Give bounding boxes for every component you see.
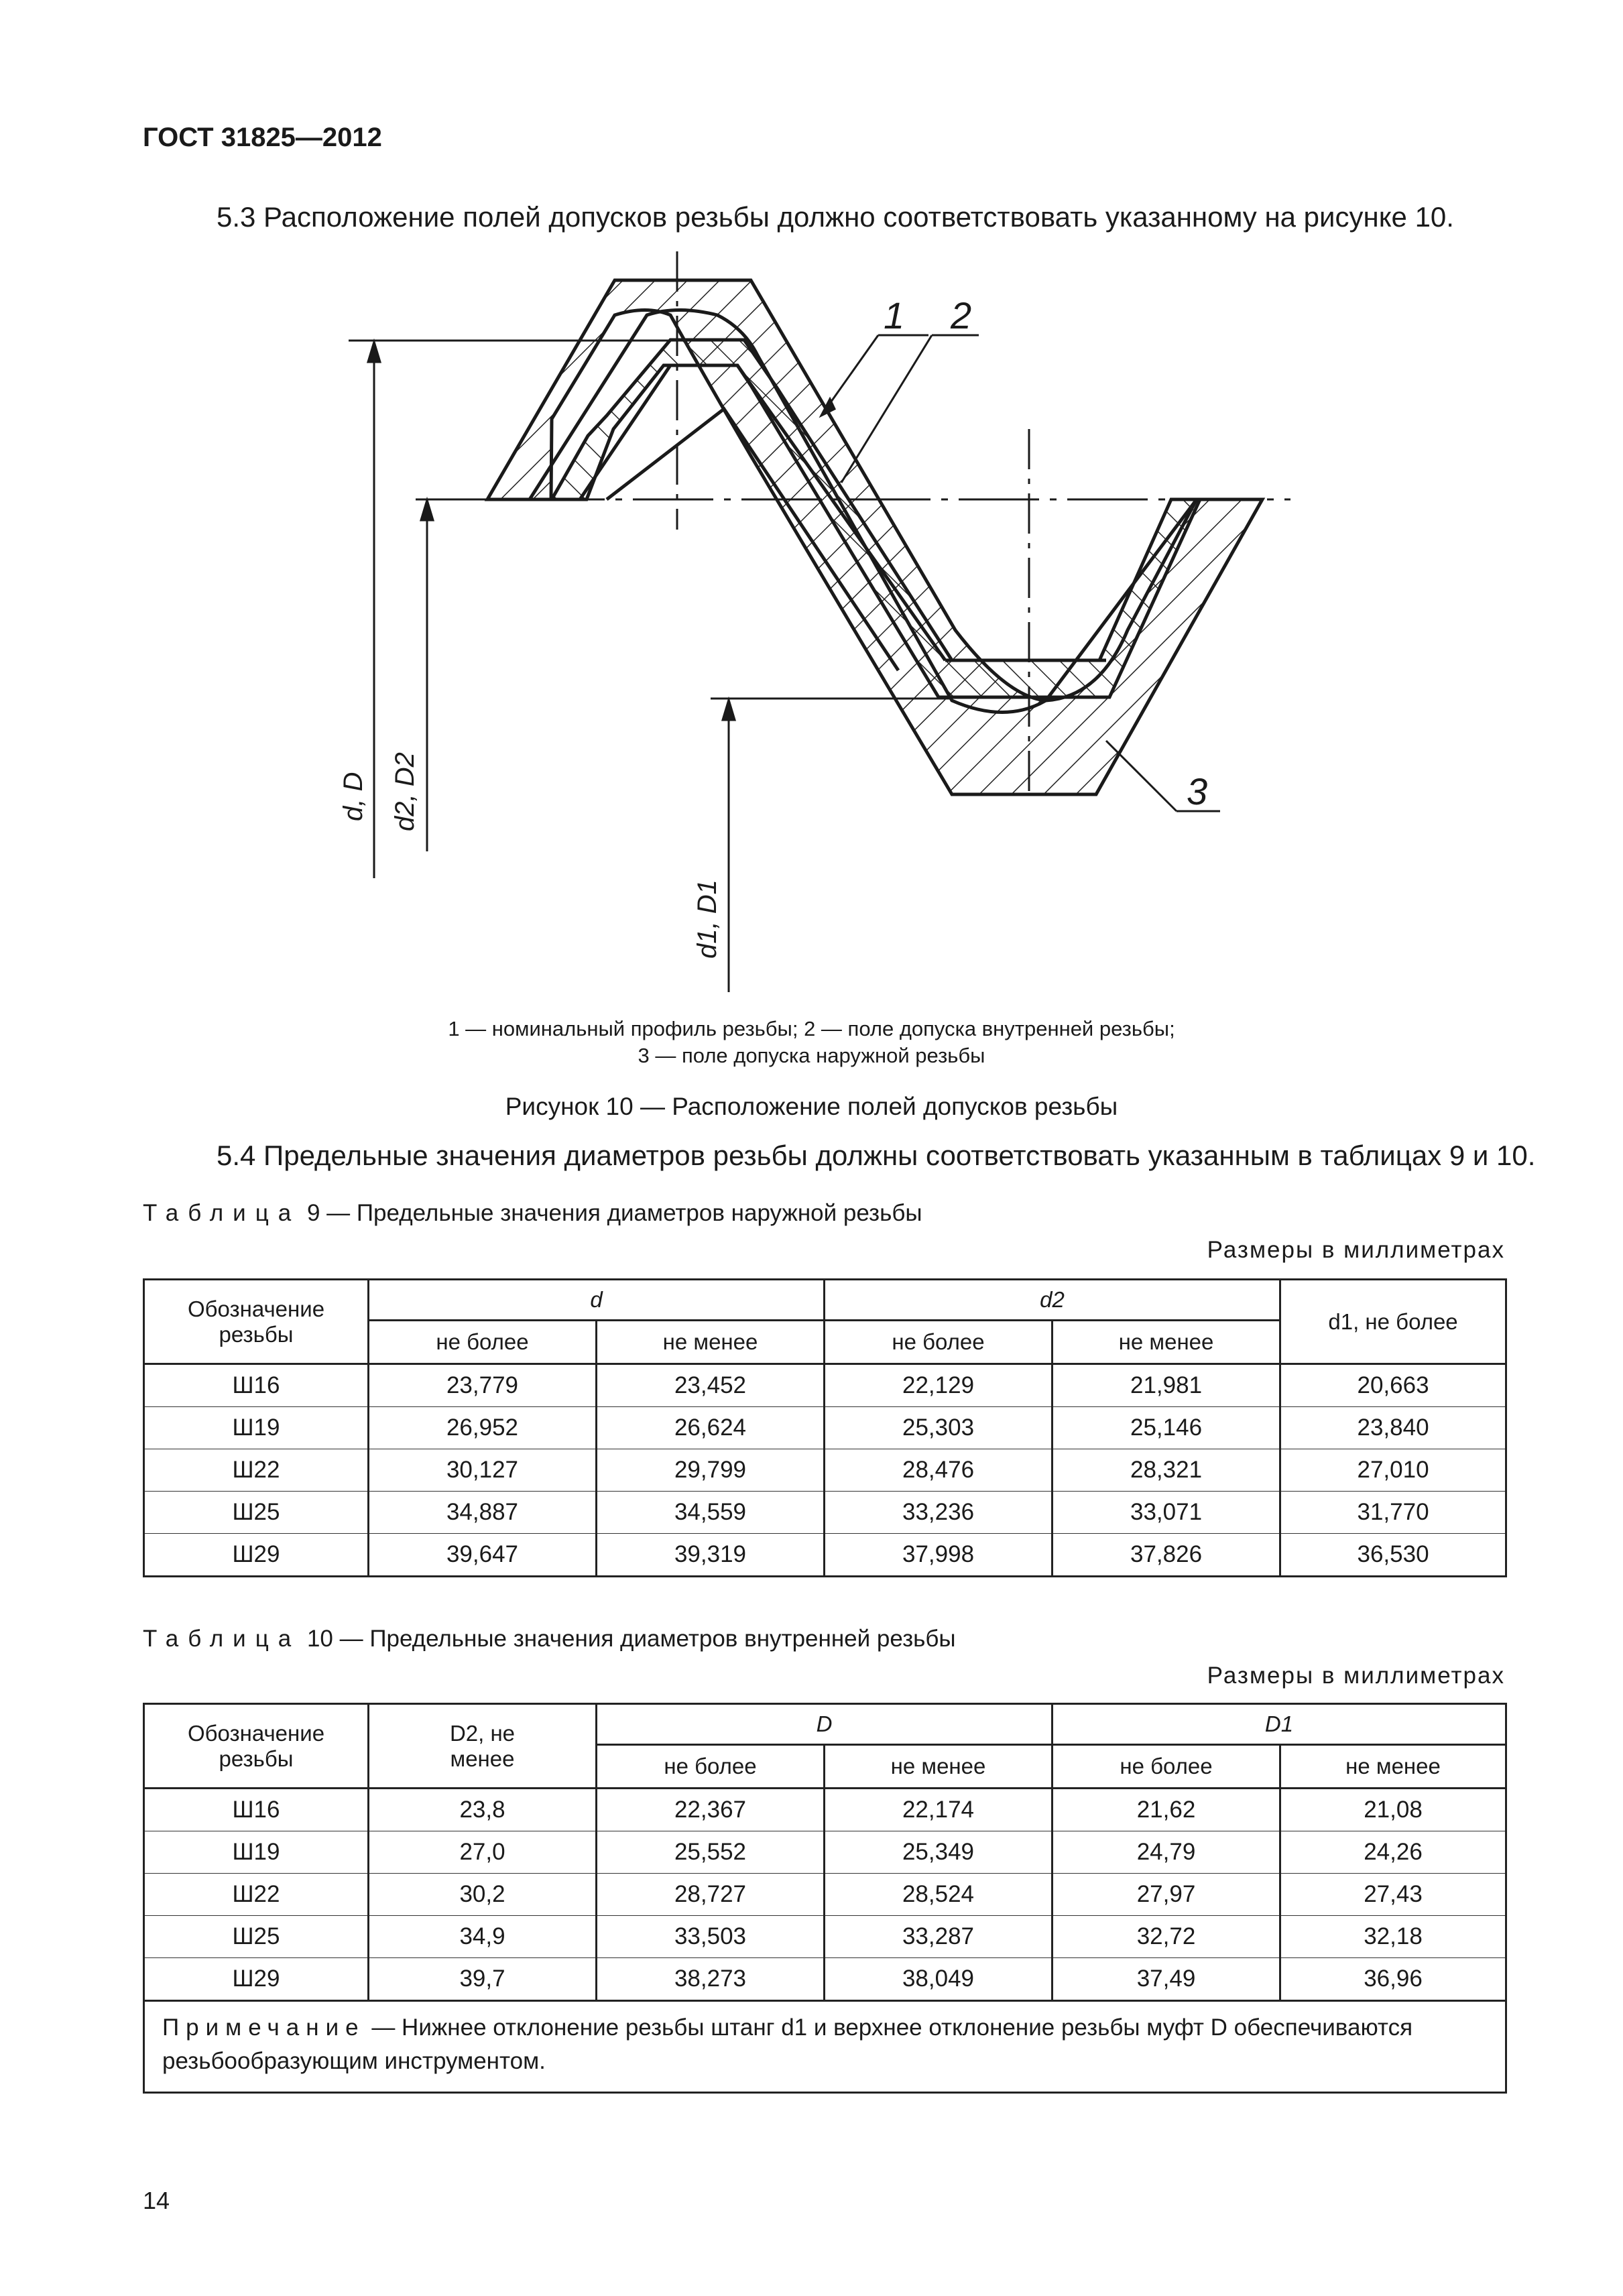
table10-cell: 27,97 bbox=[1053, 1874, 1280, 1916]
table9-head-d-max: не более bbox=[369, 1321, 597, 1364]
table10-head-D-min: не менее bbox=[825, 1745, 1053, 1789]
table-row bbox=[144, 1407, 1506, 1449]
table10-cell: 38,049 bbox=[825, 1958, 1053, 2001]
table9-head-d1: d1, не более bbox=[1280, 1280, 1506, 1364]
table9-cell: 25,146 bbox=[1053, 1407, 1280, 1449]
table9-cell: 23,779 bbox=[369, 1364, 597, 1407]
table-row bbox=[144, 1449, 1506, 1492]
table-row bbox=[144, 1874, 1506, 1916]
table-row bbox=[144, 1492, 1506, 1534]
table9-cell: Ш16 bbox=[144, 1364, 369, 1407]
table9-units: Размеры в миллиметрах bbox=[1207, 1237, 1505, 1263]
table9-cell: 34,887 bbox=[369, 1492, 597, 1534]
figure-legend-line-2: 3 — поле допуска наружной резьбы bbox=[638, 1044, 985, 1067]
table10-head-D-text: D bbox=[816, 1711, 833, 1736]
table10-cell: Ш19 bbox=[144, 1831, 369, 1874]
table9-cell: 28,476 bbox=[825, 1449, 1053, 1492]
table9-head-designation: Обозначение резьбы bbox=[144, 1280, 369, 1364]
table9 bbox=[143, 1278, 1507, 1577]
table9-cell: 36,530 bbox=[1280, 1534, 1506, 1577]
table9-cell: 26,952 bbox=[369, 1407, 597, 1449]
table9-cell: 37,998 bbox=[825, 1534, 1053, 1577]
table10-cell: 38,273 bbox=[597, 1958, 825, 2001]
table9-cell: 33,071 bbox=[1053, 1492, 1280, 1534]
table10-head-D1-text: D1 bbox=[1264, 1711, 1294, 1736]
label-d-D: d, D bbox=[339, 772, 368, 821]
table9-cell: 21,981 bbox=[1053, 1364, 1280, 1407]
table9-cell: 20,663 bbox=[1280, 1364, 1506, 1407]
table10-cell: 33,287 bbox=[825, 1916, 1053, 1958]
table10-cell: 25,349 bbox=[825, 1831, 1053, 1874]
table9-cell: 25,303 bbox=[825, 1407, 1053, 1449]
thread-tolerance-figure bbox=[0, 241, 1623, 1012]
table10-cell: 28,727 bbox=[597, 1874, 825, 1916]
table10-cell: 23,8 bbox=[369, 1789, 597, 1831]
table9-cell: 27,010 bbox=[1280, 1449, 1506, 1492]
table9-cell: 30,127 bbox=[369, 1449, 597, 1492]
callout-2: 2 bbox=[951, 294, 972, 337]
page-number: 14 bbox=[143, 2187, 170, 2214]
table9-cell: Ш29 bbox=[144, 1534, 369, 1577]
table10-cell: 27,0 bbox=[369, 1831, 597, 1874]
table10-head-D1 bbox=[1053, 1704, 1506, 1745]
callout-1: 1 bbox=[884, 294, 905, 337]
table9-caption-word: Таблица bbox=[143, 1200, 301, 1226]
table10-cell: Ш29 bbox=[144, 1958, 369, 2001]
table10-cell: 27,43 bbox=[1280, 1874, 1506, 1916]
label-d1-D1: d1, D1 bbox=[693, 880, 722, 959]
table9-head-d2-min: не менее bbox=[1053, 1321, 1280, 1364]
label-d2-D2: d2, D2 bbox=[390, 752, 420, 831]
table10-note-row bbox=[144, 2001, 1506, 2093]
table9-cell: 37,826 bbox=[1053, 1534, 1280, 1577]
table10-cell: 22,367 bbox=[597, 1789, 825, 1831]
paragraph-5-4: 5.4 Предельные значения диаметров резьбы должны соответствовать указанным в таблицах 9 и 10. bbox=[217, 1140, 1536, 1171]
table10-head-designation: Обозначение резьбы bbox=[144, 1704, 369, 1789]
table10-cell: Ш22 bbox=[144, 1874, 369, 1916]
table-row bbox=[144, 1831, 1506, 1874]
table10-cell: 34,9 bbox=[369, 1916, 597, 1958]
table9-cell: 39,647 bbox=[369, 1534, 597, 1577]
table9-caption bbox=[143, 1200, 922, 1227]
table9-cell: 23,452 bbox=[597, 1364, 825, 1407]
table10-cell: Ш25 bbox=[144, 1916, 369, 1958]
table9-head-d-text: d bbox=[590, 1287, 603, 1312]
table10-head-D1-min: не менее bbox=[1280, 1745, 1506, 1789]
table10-caption bbox=[143, 1626, 956, 1652]
table10-cell: 37,49 bbox=[1053, 1958, 1280, 2001]
table-row bbox=[144, 1364, 1506, 1407]
table10-head-D1-max: не более bbox=[1053, 1745, 1280, 1789]
table9-head-d bbox=[369, 1280, 825, 1321]
table10-head-D2: D2, не менее bbox=[369, 1704, 597, 1789]
table9-cell: 22,129 bbox=[825, 1364, 1053, 1407]
table9-cell: 28,321 bbox=[1053, 1449, 1280, 1492]
callout-3: 3 bbox=[1187, 770, 1208, 812]
table10-cell: 21,62 bbox=[1053, 1789, 1280, 1831]
table10-cell: 32,18 bbox=[1280, 1916, 1506, 1958]
table9-head-d2-text: d2 bbox=[1040, 1287, 1065, 1312]
table10-cell: 32,72 bbox=[1053, 1916, 1280, 1958]
table9-cell: 31,770 bbox=[1280, 1492, 1506, 1534]
table10-cell: 39,7 bbox=[369, 1958, 597, 2001]
document-header: ГОСТ 31825—2012 bbox=[143, 123, 382, 152]
table9-cell: Ш25 bbox=[144, 1492, 369, 1534]
table10-caption-rest: 10 — Предельные значения диаметров внутренней резьбы bbox=[300, 1626, 956, 1652]
table9-cell: Ш19 bbox=[144, 1407, 369, 1449]
table10-note-text: — Нижнее отклонение резьбы штанг d1 и верхнее отклонение резьбы муфт D обеспечиваются резьбообразующим инструментом. bbox=[162, 2014, 1413, 2074]
table9-head-d-min: не менее bbox=[597, 1321, 825, 1364]
table-row bbox=[144, 1789, 1506, 1831]
table10-cell: 22,174 bbox=[825, 1789, 1053, 1831]
table10 bbox=[143, 1703, 1507, 2094]
table9-cell: 33,236 bbox=[825, 1492, 1053, 1534]
table10-note bbox=[144, 2001, 1506, 2093]
table10-cell: 24,26 bbox=[1280, 1831, 1506, 1874]
table10-cell: 21,08 bbox=[1280, 1789, 1506, 1831]
table9-caption-rest: 9 — Предельные значения диаметров наружной резьбы bbox=[300, 1200, 922, 1226]
table9-cell: 26,624 bbox=[597, 1407, 825, 1449]
table9-head-d2-max: не более bbox=[825, 1321, 1053, 1364]
table9-cell: 23,840 bbox=[1280, 1407, 1506, 1449]
table-row bbox=[144, 1916, 1506, 1958]
table9-cell: 39,319 bbox=[597, 1534, 825, 1577]
table-row bbox=[144, 1958, 1506, 2001]
table9-cell: 29,799 bbox=[597, 1449, 825, 1492]
table10-cell: 36,96 bbox=[1280, 1958, 1506, 2001]
table10-cell: Ш16 bbox=[144, 1789, 369, 1831]
table10-cell: 33,503 bbox=[597, 1916, 825, 1958]
table10-note-word: Примечание bbox=[162, 2014, 365, 2041]
table-row bbox=[144, 1534, 1506, 1577]
paragraph-5-3: 5.3 Расположение полей допусков резьбы должно соответствовать указанному на рисунке 10. bbox=[217, 201, 1454, 233]
figure-legend-line-1: 1 — номинальный профиль резьбы; 2 — поле допуска внутренней резьбы; bbox=[448, 1017, 1175, 1040]
table10-caption-word: Таблица bbox=[143, 1626, 301, 1652]
table9-head-d2 bbox=[825, 1280, 1280, 1321]
table10-cell: 24,79 bbox=[1053, 1831, 1280, 1874]
table10-cell: 30,2 bbox=[369, 1874, 597, 1916]
table9-cell: 34,559 bbox=[597, 1492, 825, 1534]
figure-caption: Рисунок 10 — Расположение полей допусков резьбы bbox=[505, 1093, 1118, 1120]
table10-units: Размеры в миллиметрах bbox=[1207, 1663, 1505, 1689]
table10-cell: 28,524 bbox=[825, 1874, 1053, 1916]
table10-cell: 25,552 bbox=[597, 1831, 825, 1874]
table9-cell: Ш22 bbox=[144, 1449, 369, 1492]
table10-head-D-max: не более bbox=[597, 1745, 825, 1789]
table10-head-D bbox=[597, 1704, 1053, 1745]
